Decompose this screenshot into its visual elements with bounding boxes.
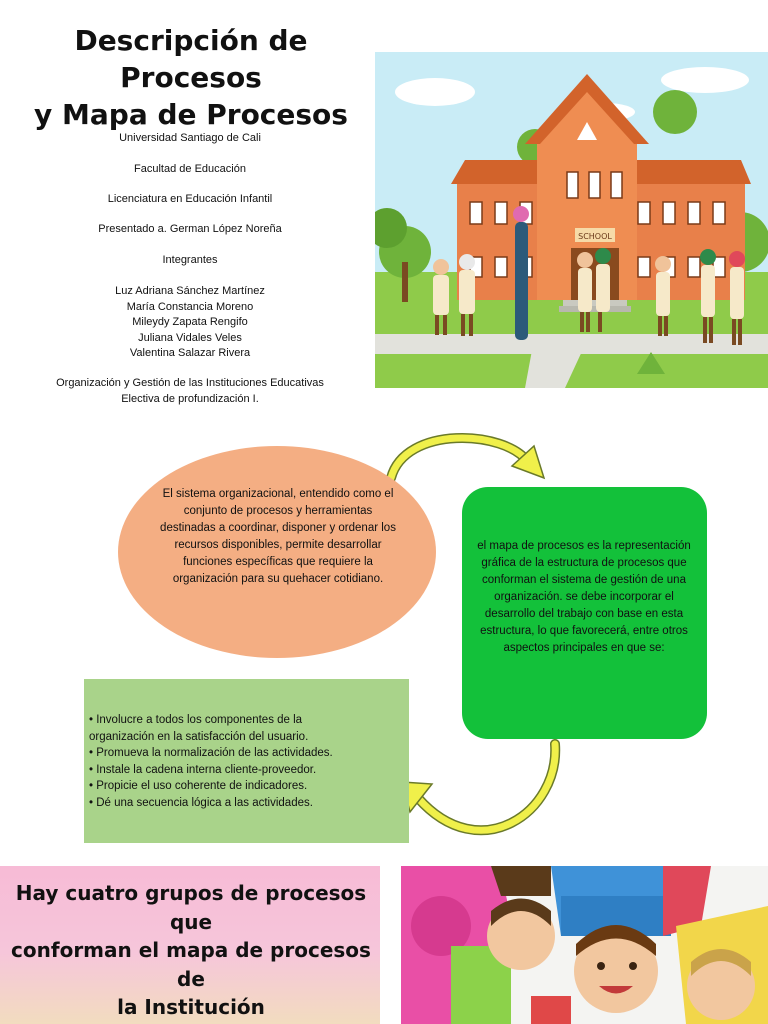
faculty-name: Facultad de Educación	[134, 163, 246, 175]
organizational-system-text: El sistema organizacional, entendido como el conjunto de procesos y herramientas destinadas a coordinar, disponer y ordenar los recursos disponibles, permite desarrollar funciones específicas que requiere la organización para su quehacer cotidiano.	[160, 488, 396, 585]
benefits-box	[84, 679, 409, 843]
course-elective: Electiva de profundización I.	[121, 392, 259, 405]
member-name: Luz Adriana Sánchez Martínez	[115, 285, 265, 297]
benefit-line: • Promueva la normalización de las actividades.	[89, 747, 333, 759]
course-name: Organización y Gestión de las Instituciones Educativas	[56, 377, 324, 389]
banner-line-2: conforman el mapa de procesos de	[11, 938, 371, 991]
program-name: Licenciatura en Educación Infantil	[107, 193, 273, 205]
benefit-line: • Involucre a todos los componentes de la	[89, 714, 303, 726]
member-name: Mileydy Zapata Rengifo	[132, 316, 248, 328]
member-name: María Constancia Moreno	[126, 300, 254, 313]
benefit-line: • Instale la cadena interna cliente-proveedor.	[89, 763, 317, 776]
banner-line-1: Hay cuatro grupos de procesos que	[15, 881, 367, 934]
top-curved-arrow	[391, 438, 544, 478]
school-sign: SCHOOL	[578, 232, 612, 241]
banner-line-3: la Institución	[117, 995, 265, 1019]
benefit-line: • Propicie el uso coherente de indicadores.	[89, 780, 308, 792]
banner-heading	[0, 879, 382, 1022]
bottom-curved-arrow	[402, 744, 555, 830]
title-line-2: y Mapa de Procesos	[34, 98, 348, 131]
process-map-text: el mapa de procesos es la representación gráfica de la estructura de procesos que conforman el sistema de gestión de una organización. se debe incorporar el desarrollo del trabajo con base en esta estructura, lo que favorecerá, entre otros aspectos principales en que se:	[477, 540, 691, 654]
children-photo	[401, 866, 768, 1024]
title-line-1: Descripción de Procesos	[74, 24, 308, 94]
members-heading: Integrantes	[162, 254, 218, 266]
benefit-line: organización en la satisfacción del usuario.	[89, 730, 309, 743]
member-name: Juliana Vidales Veles	[138, 331, 242, 344]
presented-to: Presentado a. German López Noreña	[98, 223, 282, 235]
member-name: Valentina Salazar Rivera	[129, 347, 251, 359]
university-name: Universidad Santiago de Cali	[119, 132, 261, 144]
benefit-line: • Dé una secuencia lógica a las actividades.	[89, 796, 313, 809]
